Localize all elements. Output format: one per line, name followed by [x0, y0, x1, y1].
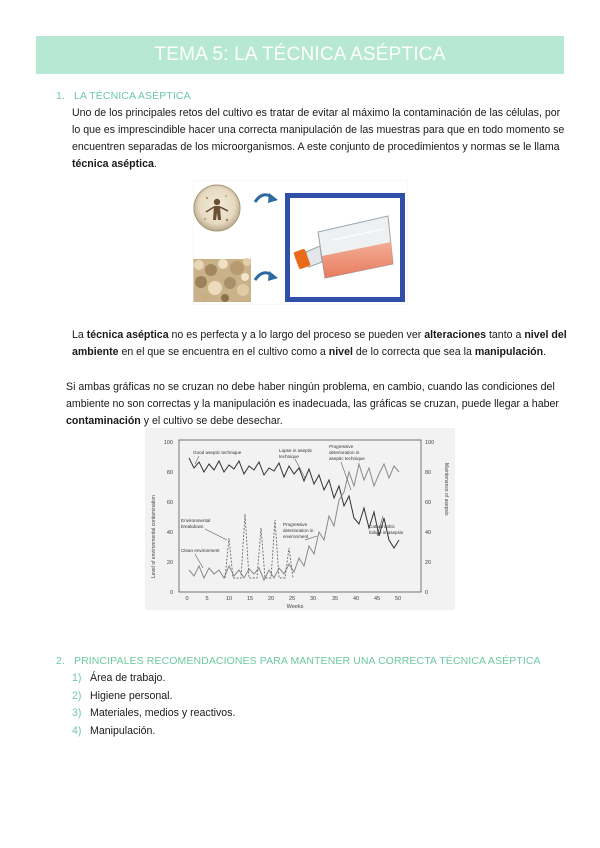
- p2-bold: técnica aséptica: [86, 329, 169, 341]
- graphs-paragraph: [66, 379, 568, 430]
- list-label: Área de trabajo.: [90, 672, 166, 684]
- y-tick-right: 40: [425, 530, 432, 536]
- curved-arrow-icon: [255, 195, 273, 280]
- culture-illustration: [193, 180, 408, 305]
- alterations-paragraph: [72, 327, 568, 361]
- y-tick: 80: [166, 470, 173, 476]
- y-tick-right: 0: [425, 590, 429, 596]
- intro-text: Uno de los principales retos del cultivo es tratar de evitar al máximo la contaminación de las células, por lo que es imprescindible hacer una correcta manipulación de las muestras para que en todo momento se encuentren separadas de los microorganismos. A este conjunto de procedimientos y normas se le llama: [72, 107, 565, 153]
- annotation-prog-env: Progressive: [283, 522, 308, 527]
- section-2-title: PRINCIPALES RECOMENDACIONES PARA MANTENER UNA CORRECTA TÉCNICA ASÉPTICA: [74, 655, 541, 667]
- x-tick: 30: [309, 596, 317, 602]
- arrowhead-icon: [268, 271, 278, 281]
- page-title: TEMA 5: LA TÉCNICA ASÉPTICA: [36, 36, 564, 74]
- list-item: [72, 723, 235, 741]
- x-tick: 40: [352, 596, 360, 602]
- annotation-catastrophic: Catastrophic: [369, 524, 395, 529]
- recommendations-list: [72, 670, 235, 740]
- y-axis-label-left: Level of environmental contamination: [151, 495, 157, 578]
- annotation-lapse: Lapse in aseptic: [279, 448, 313, 453]
- x-tick: 50: [394, 596, 402, 602]
- y-tick: 60: [166, 500, 173, 506]
- list-item: [72, 688, 235, 706]
- list-number: 1): [72, 672, 82, 684]
- x-tick: 10: [225, 596, 233, 602]
- x-tick: 0: [185, 596, 189, 602]
- p3-bold: contaminación: [66, 415, 141, 427]
- arrowhead-icon: [268, 193, 278, 203]
- list-number: 4): [72, 724, 82, 737]
- annotation-prog-env: deterioration in: [283, 528, 314, 533]
- list-label: Manipulación.: [90, 724, 156, 737]
- p3-text: Si ambas gráficas no se cruzan no debe haber ningún problema, en cambio, cuando las condiciones del ambiente no son correctas y la manipulación es inadecuada, las gráficas se cruzan, puede llegar a haber: [66, 381, 559, 410]
- annotation-prog-aseptic: deterioration in: [329, 450, 360, 455]
- x-tick: 5: [205, 596, 209, 602]
- p2-text: no es perfecta y a lo largo del proceso se pueden ver: [168, 329, 425, 341]
- p2-bold: manipulación: [474, 346, 544, 358]
- x-tick: 35: [331, 596, 339, 602]
- list-item: [72, 705, 235, 723]
- annotation-catastrophic: failure in asepsis: [369, 530, 404, 535]
- annotation-prog-env: environment: [283, 534, 309, 539]
- p2-text: tanto a: [486, 329, 525, 341]
- y-tick: 100: [163, 440, 173, 446]
- y-axis-label-right: Maintenance of asepsis: [443, 463, 449, 516]
- list-label: Higiene personal.: [90, 689, 173, 702]
- microorganism-texture-image: [193, 258, 251, 302]
- annotation-lapse: technique: [279, 454, 299, 459]
- x-tick: 20: [267, 596, 275, 602]
- x-tick: 15: [246, 596, 254, 602]
- intro-end: .: [153, 158, 157, 170]
- annotation-good-technique: Good aseptic technique: [193, 450, 242, 455]
- asepsis-contamination-graph: [145, 428, 455, 610]
- list-number: 3): [72, 707, 82, 719]
- p3-text: y el cultivo se debe desechar.: [140, 415, 283, 427]
- list-label: Materiales, medios y reactivos.: [90, 707, 236, 719]
- section-1-title: LA TÉCNICA ASÉPTICA: [74, 90, 191, 102]
- x-tick: 25: [288, 596, 296, 602]
- annotation-clean-env: Clean environment: [181, 548, 220, 553]
- section-1-number: 1.: [56, 90, 65, 102]
- p2-text: La: [72, 329, 87, 341]
- p2-text: en el que se encuentra en el cultivo como a: [118, 346, 329, 358]
- list-item: [72, 670, 235, 688]
- y-tick-right: 100: [425, 440, 435, 446]
- p2-text: .: [543, 346, 547, 358]
- y-tick-right: 80: [425, 470, 432, 476]
- annotation-prog-aseptic: Progressive: [329, 444, 354, 449]
- p2-bold: nivel del ambiente: [72, 329, 567, 358]
- section-2-number: 2.: [56, 655, 65, 667]
- section-1-heading: [56, 90, 191, 102]
- y-tick: 0: [169, 590, 173, 596]
- y-tick-right: 20: [425, 560, 432, 566]
- y-tick: 20: [166, 560, 173, 566]
- x-tick: 45: [373, 596, 381, 602]
- intro-paragraph: [72, 105, 568, 173]
- x-axis-label: Weeks: [286, 604, 304, 610]
- list-number: 2): [72, 689, 82, 702]
- petri-dish-image: [194, 185, 240, 231]
- y-tick-right: 60: [425, 500, 432, 506]
- annotation-env-breakdown: breakdown: [181, 524, 204, 529]
- p2-text: de lo correcta que sea la: [352, 346, 475, 358]
- annotation-env-breakdown: Environmental: [181, 518, 211, 523]
- y-tick: 40: [166, 530, 173, 536]
- p2-bold: nivel: [328, 346, 353, 358]
- p2-bold: alteraciones: [424, 329, 487, 341]
- intro-bold-term: técnica aséptica: [72, 158, 154, 170]
- section-2-heading: [56, 655, 541, 667]
- annotation-prog-aseptic: aseptic technique: [329, 456, 365, 461]
